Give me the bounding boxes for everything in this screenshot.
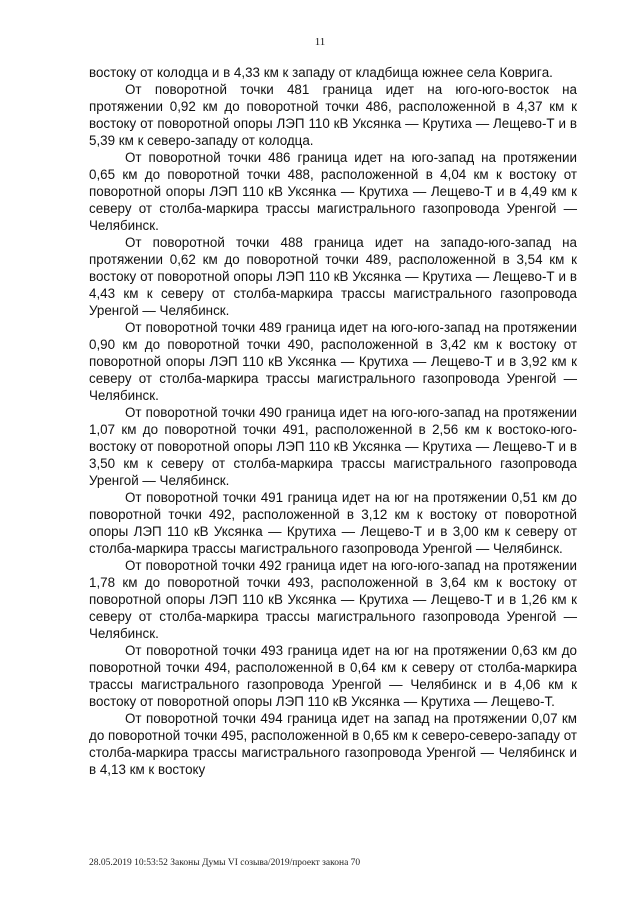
document-body xyxy=(89,64,577,778)
paragraph: От поворотной точки 494 граница идет на запад на протяжении 0,07 км до поворотной точки 495, расположенной в 0,65 км к северо-северо-западу от столба-маркира трассы магистрального газопровода Уренгой — Челябинск и в 4,13 км к востоку xyxy=(89,711,577,777)
paragraph: востоку от колодца и в 4,33 км к западу от кладбища южнее села Ковригa. xyxy=(89,65,553,80)
footer-stamp: 28.05.2019 10:53:52 Законы Думы VI созыва/2019/проект закона 70 xyxy=(89,858,361,868)
paragraph: От поворотной точки 486 граница идет на юго-запад на протяжении 0,65 км до поворотной точки 488, расположенной в 4,04 км к востоку от поворотной опоры ЛЭП 110 кВ Уксянка — Крутиха — Лещево-Т и в 4,49 км к северу от столба-маркира трассы магистрального газопровода Уренгой — Челябинск. xyxy=(89,150,577,233)
paragraph: От поворотной точки 490 граница идет на юго-юго-запад на протяжении 1,07 км до поворотной точки 491, расположенной в 2,56 км к востоко-юго-востоку от поворотной опоры ЛЭП 110 кВ Уксянка — Крутиха — Лещево-Т и в 3,50 км к северу от столба-маркира трассы магистрального газопровода Уренгой — Челябинск. xyxy=(89,405,577,488)
paragraph: От поворотной точки 492 граница идет на юго-юго-запад на протяжении 1,78 км до поворотной точки 493, расположенной в 3,64 км к востоку от поворотной опоры ЛЭП 110 кВ Уксянка — Крутиха — Лещево-Т и в 1,26 км к северу от столба-маркира трассы магистрального газопровода Уренгой — Челябинск. xyxy=(89,558,577,641)
page-number: 11 xyxy=(314,36,326,48)
paragraph: От поворотной точки 481 граница идет на юго-юго-восток на протяжении 0,92 км до поворотной точки 486, расположенной в 4,37 км к востоку от поворотной опоры ЛЭП 110 кВ Уксянка — Крутиха — Лещево-Т и в 5,39 км к северо-западу от колодца. xyxy=(89,82,577,148)
paragraph: От поворотной точки 489 граница идет на юго-юго-запад на протяжении 0,90 км до поворотной точки 490, расположенной в 3,42 км к востоку от поворотной опоры ЛЭП 110 кВ Уксянка — Крутиха — Лещево-Т и в 3,92 км к северу от столба-маркира трассы магистрального газопровода Уренгой — Челябинск. xyxy=(89,320,577,403)
paragraph: От поворотной точки 493 граница идет на юг на протяжении 0,63 км до поворотной точки 494, расположенной в 0,64 км к северу от столба-маркира трассы магистрального газопровода Уренгой — Челябинск и в 4,06 км к востоку от поворотной опоры ЛЭП 110 кВ Уксянка — Крутиха — Лещево-Т. xyxy=(89,643,577,709)
paragraph: От поворотной точки 488 граница идет на западо-юго-запад на протяжении 0,62 км до поворотной точки 489, расположенной в 3,54 км к востоку от поворотной опоры ЛЭП 110 кВ Уксянка — Крутиха — Лещево-Т и в 4,43 км к северу от столба-маркира трассы магистрального газопровода Уренгой — Челябинск. xyxy=(89,235,577,318)
paragraph: От поворотной точки 491 граница идет на юг на протяжении 0,51 км до поворотной точки 492, расположенной в 3,12 км к востоку от поворотной опоры ЛЭП 110 кВ Уксянка — Крутиха — Лещево-Т и в 3,00 км к северу от столба-маркира трассы магистрального газопровода Уренгой — Челябинск. xyxy=(89,490,577,556)
